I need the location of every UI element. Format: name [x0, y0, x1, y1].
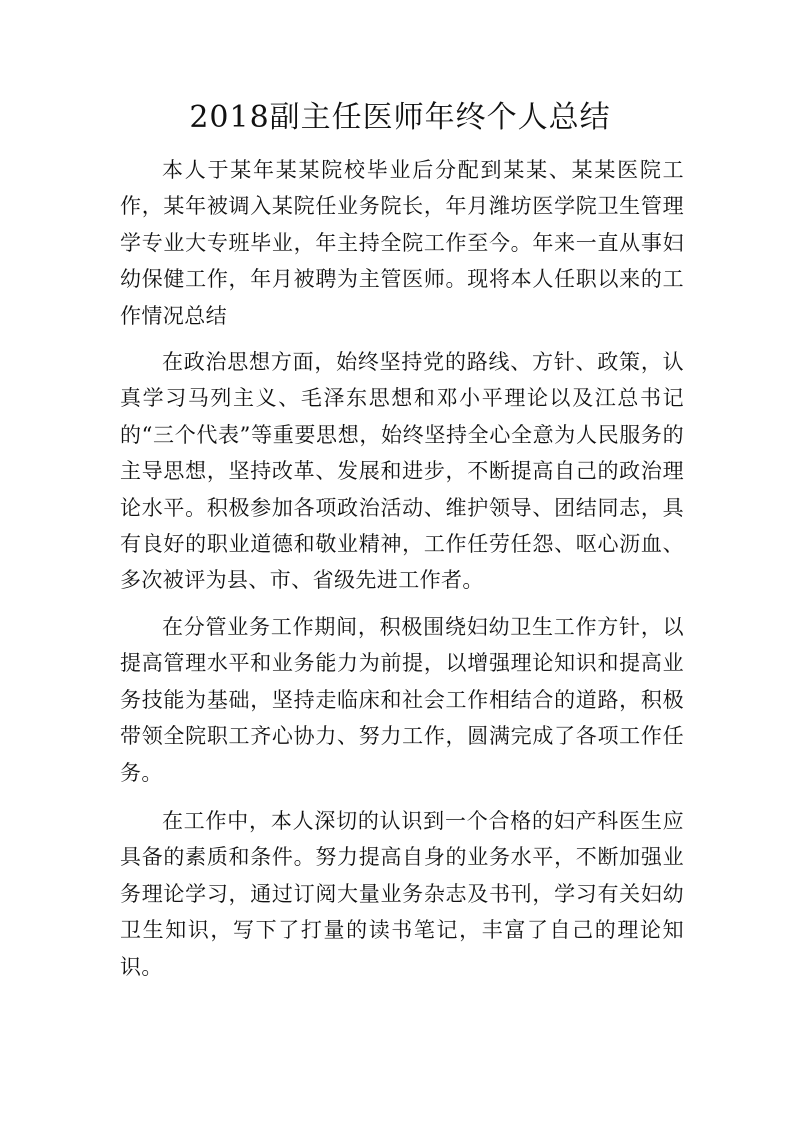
- document-title: 2018副主任医师年终个人总结: [189, 100, 611, 135]
- paragraph-4: 在工作中，本人深切的认识到一个合格的妇产科医生应具备的素质和条件。努力提高自身的业务水平，不断加强业务理论学习，通过订阅大量业务杂志及书刊，学习有关妇幼卫生知识，写下了打量的读书笔记，丰富了自己的理论知识。: [120, 808, 684, 979]
- paragraph-1: 本人于某年某某院校毕业后分配到某某、某某医院工作，某年被调入某院任业务院长，年月潍坊医学院卫生管理学专业大专班毕业，年主持全院工作至今。年来一直从事妇幼保健工作，年月被聘为主管医师。现将本人任职以来的工作情况总结: [120, 158, 684, 328]
- document-body: [120, 152, 684, 997]
- paragraph-3: 在分管业务工作期间，积极围绕妇幼卫生工作方针，以提高管理水平和业务能力为前提，以增强理论知识和提高业务技能为基础，坚持走临床和社会工作相结合的道路，积极带领全院职工齐心协力、努力工作，圆满完成了各项工作任务。: [120, 614, 684, 785]
- paragraph-2: 在政治思想方面，始终坚持党的路线、方针、政策，认真学习马列主义、毛泽东思想和邓小平理论以及江总书记的“三个代表”等重要思想，始终坚持全心全意为人民服务的主导思想，坚持改革、发展和进步，不断提高自己的政治理论水平。积极参加各项政治活动、维护领导、团结同志，具有良好的职业道德和敬业精神，工作任劳任怨、呕心沥血、多次被评为县、市、省级先进工作者。: [120, 350, 684, 593]
